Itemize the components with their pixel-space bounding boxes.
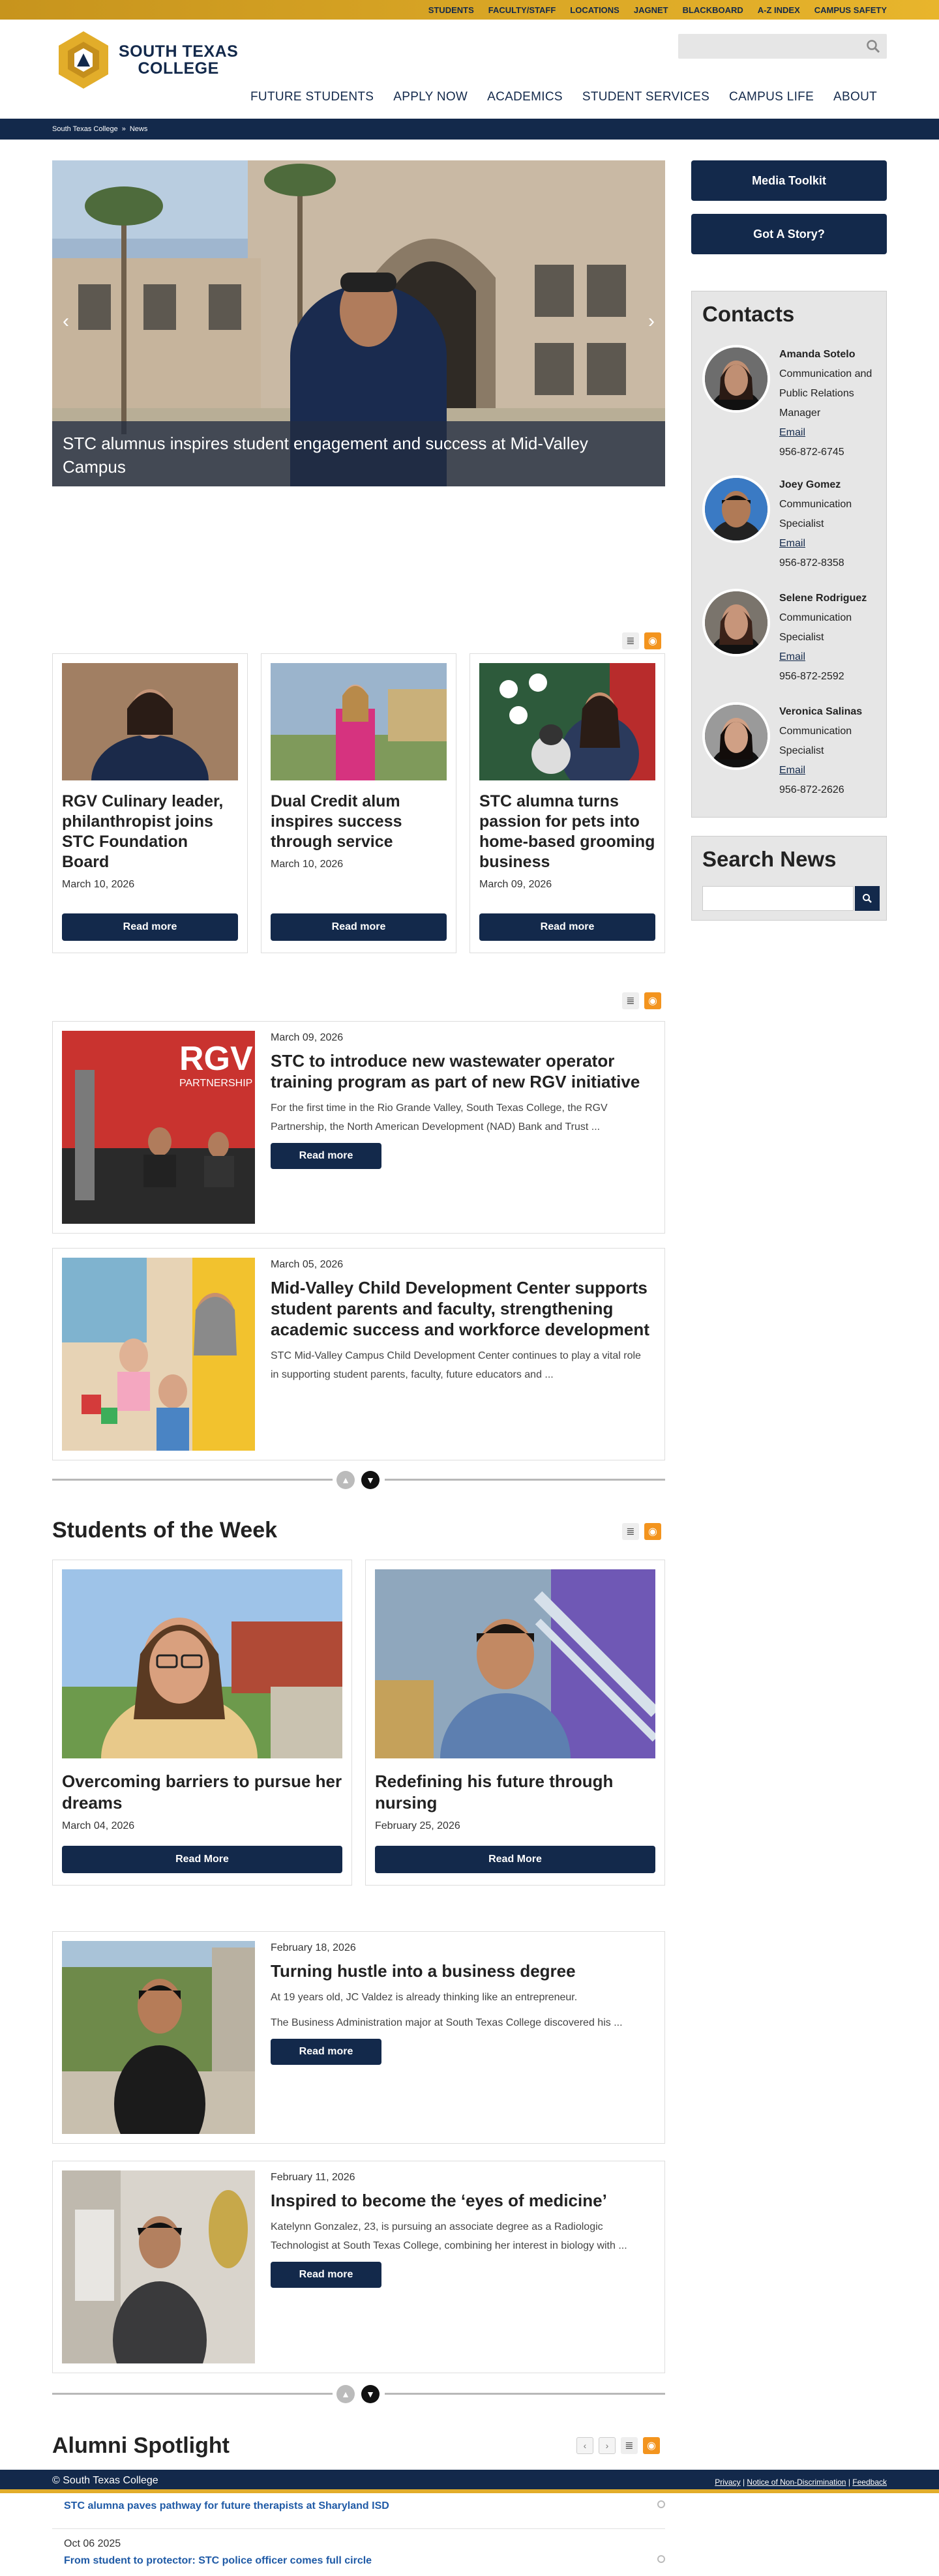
footer-link-privacy[interactable]: Privacy xyxy=(715,2478,741,2487)
avatar xyxy=(702,589,770,657)
student-story-text xyxy=(271,2172,651,2288)
contact-role: Communication Specialist xyxy=(779,612,852,643)
contact-name: Selene Rodriguez xyxy=(779,593,867,604)
nav-student-services[interactable]: STUDENT SERVICES xyxy=(582,90,710,104)
alumni-spotlight-title: Alumni Spotlight xyxy=(52,2433,230,2458)
contact-phone: 956-872-2626 xyxy=(779,784,844,795)
chevron-down-icon[interactable]: ▼ xyxy=(361,1471,380,1489)
search-icon xyxy=(862,893,872,904)
student-story-date: February 18, 2026 xyxy=(271,1942,356,1953)
contacts-panel xyxy=(691,291,887,818)
contact-info xyxy=(779,702,877,800)
news-item-summary: For the first time in the Rio Grande Valley, South Texas College, the RGV Partnership, the North American Development (NAD) Bank and Trust ... xyxy=(271,1103,608,1133)
student-story-image xyxy=(62,2170,255,2363)
student-story-summary: Katelynn Gonzalez, 23, is pursuing an associate degree as a Radiologic Technologist at South Texas College, combining her interest in biology with ... xyxy=(271,2221,627,2251)
utility-link-locations[interactable]: LOCATIONS xyxy=(570,5,619,15)
contact-name: Amanda Sotelo xyxy=(779,349,856,360)
alumni-item-date: Oct 06 2025 xyxy=(64,2538,121,2549)
student-card[interactable] xyxy=(365,1560,665,1886)
news-item-summary: STC Mid-Valley Campus Child Development Center continues to play a vital role in supporting student parents, faculty, future educators and ... xyxy=(271,1350,641,1380)
utility-link-a-z-index[interactable]: A-Z INDEX xyxy=(757,5,800,15)
featured-card-date: March 10, 2026 xyxy=(271,859,344,870)
news-item-text xyxy=(271,1032,651,1169)
got-a-story-button[interactable]: Got A Story? xyxy=(691,214,887,254)
footer-link-feedback[interactable]: Feedback xyxy=(852,2478,887,2487)
nav-apply-now[interactable]: APPLY NOW xyxy=(393,90,468,104)
featured-card-image xyxy=(271,663,447,780)
read-more-button[interactable]: Read More xyxy=(62,1846,342,1873)
student-story-summary: At 19 years old, JC Valdez is already thinking like an entrepreneur. xyxy=(271,1992,578,2003)
read-more-button[interactable]: Read more xyxy=(479,913,655,941)
chevron-up-icon[interactable]: ▲ xyxy=(336,1471,355,1489)
student-story-text xyxy=(271,1942,651,2065)
utility-bar xyxy=(0,0,939,20)
news-pager xyxy=(52,1470,665,1489)
list-view-icon[interactable]: ≣ xyxy=(622,632,639,649)
student-story-title[interactable]: Turning hustle into a business degree xyxy=(271,1961,576,1981)
contact-email-link[interactable]: Email xyxy=(779,765,806,776)
news-item-text xyxy=(271,1259,651,1384)
nav-academics[interactable]: ACADEMICS xyxy=(487,90,563,104)
site-footer xyxy=(0,2470,939,2493)
read-more-button[interactable]: Read more xyxy=(271,1143,381,1169)
alumni-item-title[interactable]: From student to protector: STC police officer comes full circle xyxy=(64,2555,372,2566)
rss-icon[interactable]: ◉ xyxy=(644,632,661,649)
nav-about[interactable]: ABOUT xyxy=(833,90,877,104)
news-item-title[interactable]: Mid-Valley Child Development Center supports student parents and faculty, strengthening academic success and workforce development xyxy=(271,1278,649,1339)
chevron-right-icon[interactable]: › xyxy=(599,2437,616,2454)
student-card-image xyxy=(375,1569,655,1758)
utility-link-faculty-staff[interactable]: FACULTY/STAFF xyxy=(488,5,556,15)
read-more-button[interactable]: Read More xyxy=(375,1846,655,1873)
utility-link-blackboard[interactable]: BLACKBOARD xyxy=(682,5,743,15)
rgv-partnership-sign: RGV xyxy=(179,1040,253,1078)
contact-info xyxy=(779,345,877,462)
alumni-item-title[interactable]: STC alumna paves pathway for future therapists at Sharyland ISD xyxy=(64,2500,389,2511)
list-view-icon[interactable]: ≣ xyxy=(622,1523,639,1540)
search-news-button[interactable] xyxy=(855,886,880,911)
breadcrumb-home[interactable]: South Texas College xyxy=(52,125,118,133)
breadcrumb-current: News xyxy=(129,125,148,133)
contact-phone: 956-872-6745 xyxy=(779,447,844,458)
news-item-date: March 09, 2026 xyxy=(271,1032,344,1043)
students-feed-controls xyxy=(622,1523,661,1540)
contact-email-link[interactable]: Email xyxy=(779,538,806,549)
rss-icon[interactable]: ◉ xyxy=(643,2437,660,2454)
students-week-title: Students of the Week xyxy=(52,1518,278,1543)
student-story-item[interactable] xyxy=(52,1931,665,2144)
stc-logo-mark-icon xyxy=(52,29,115,91)
bullet-icon xyxy=(657,2555,665,2563)
utility-link-jagnet[interactable]: JAGNET xyxy=(633,5,668,15)
rgv-partnership-sign-sub: PARTNERSHIP xyxy=(179,1078,253,1089)
featured-card-title[interactable]: RGV Culinary leader, philanthropist joins STC Foundation Board xyxy=(62,792,224,871)
contact-phone: 956-872-2592 xyxy=(779,671,844,682)
student-card-date: February 25, 2026 xyxy=(375,1820,460,1831)
featured-feed-controls xyxy=(622,632,661,649)
student-story-date: February 11, 2026 xyxy=(271,2172,355,2183)
avatar xyxy=(702,475,770,543)
contact-info xyxy=(779,475,877,573)
footer-copyright: © South Texas College xyxy=(52,2475,158,2486)
logo-line2: COLLEGE xyxy=(138,59,219,78)
student-story-summary-2: The Business Administration major at South Texas College discovered his ... xyxy=(271,2017,623,2028)
news-item[interactable] xyxy=(52,1248,665,1460)
utility-link-students[interactable]: STUDENTS xyxy=(428,5,474,15)
featured-card-title[interactable]: Dual Credit alum inspires success through service xyxy=(271,792,402,851)
media-toolkit-button[interactable]: Media Toolkit xyxy=(691,160,887,201)
hero-slider[interactable] xyxy=(52,160,665,486)
search-news-panel xyxy=(691,836,887,921)
rss-icon[interactable]: ◉ xyxy=(644,992,661,1009)
students-pager xyxy=(52,2384,665,2403)
site-header xyxy=(0,20,939,104)
contact-role: Communication and Public Relations Manager xyxy=(779,368,872,419)
student-card-title[interactable]: Overcoming barriers to pursue her dreams xyxy=(62,1771,342,1813)
footer-link-non-discrimination[interactable]: Notice of Non-Discrimination xyxy=(747,2478,846,2487)
alumni-controls xyxy=(576,2437,660,2454)
student-card-title[interactable]: Redefining his future through nursing xyxy=(375,1771,614,1813)
contact-info xyxy=(779,589,877,687)
chevron-left-icon[interactable]: ‹ xyxy=(576,2437,593,2454)
avatar xyxy=(702,345,770,413)
footer-gold-stripe xyxy=(0,2489,939,2493)
divider xyxy=(385,2393,665,2395)
news-item-title[interactable]: STC to introduce new wastewater operator training program as part of new RGV initiative xyxy=(271,1051,640,1091)
alumni-item[interactable] xyxy=(52,2528,665,2576)
read-more-button[interactable]: Read more xyxy=(271,913,447,941)
news-item-image xyxy=(62,1031,255,1224)
news-item[interactable] xyxy=(52,1021,665,1234)
student-story-item[interactable] xyxy=(52,2161,665,2373)
logo-line1: SOUTH TEXAS xyxy=(119,42,239,61)
read-more-button[interactable]: Read more xyxy=(271,2039,381,2065)
stc-logo-text xyxy=(119,43,238,77)
footer-separator: | xyxy=(742,2478,745,2487)
student-card-date: March 04, 2026 xyxy=(62,1820,135,1831)
student-story-image xyxy=(62,1941,255,2134)
featured-card-title[interactable]: STC alumna turns passion for pets into home-based grooming business xyxy=(479,792,655,871)
rss-icon[interactable]: ◉ xyxy=(644,1523,661,1540)
chevron-down-icon[interactable]: ▼ xyxy=(361,2385,380,2403)
hero-next-arrow-icon[interactable]: › xyxy=(648,310,655,332)
footer-links xyxy=(715,2478,887,2487)
list-view-icon[interactable]: ≣ xyxy=(622,992,639,1009)
avatar xyxy=(702,702,770,770)
contact-role: Communication Specialist xyxy=(779,726,852,756)
student-card-image xyxy=(62,1569,342,1758)
contacts-title: Contacts xyxy=(702,302,795,326)
contact-email-link[interactable]: Email xyxy=(779,651,806,662)
list-view-icon[interactable]: ≣ xyxy=(621,2437,638,2454)
nav-campus-life[interactable]: CAMPUS LIFE xyxy=(729,90,814,104)
breadcrumb xyxy=(0,119,939,140)
news-item-date: March 05, 2026 xyxy=(271,1259,344,1270)
featured-card-date: March 09, 2026 xyxy=(479,879,552,890)
hero-caption[interactable]: STC alumnus inspires student engagement and success at Mid-Valley Campus xyxy=(52,421,665,486)
student-story-title[interactable]: Inspired to become the ‘eyes of medicine’ xyxy=(271,2191,607,2210)
featured-card-image xyxy=(479,663,655,780)
divider xyxy=(385,1479,665,1481)
contact-email-link[interactable]: Email xyxy=(779,427,806,438)
news-item-image xyxy=(62,1258,255,1451)
search-news-title: Search News xyxy=(702,847,837,871)
read-more-button[interactable]: Read more xyxy=(271,2262,381,2288)
student-card[interactable] xyxy=(52,1560,352,1886)
bullet-icon xyxy=(657,2500,665,2508)
contact-name: Joey Gomez xyxy=(779,479,841,490)
divider xyxy=(52,2393,333,2395)
hero-prev-arrow-icon[interactable]: ‹ xyxy=(63,310,69,332)
search-icon[interactable] xyxy=(866,39,880,53)
featured-card[interactable] xyxy=(470,653,665,953)
chevron-up-icon[interactable]: ▲ xyxy=(336,2385,355,2403)
site-search-input[interactable] xyxy=(678,34,887,59)
featured-card[interactable] xyxy=(52,653,248,953)
featured-card-date: March 10, 2026 xyxy=(62,879,135,890)
featured-card-image xyxy=(62,663,238,780)
contact-phone: 956-872-8358 xyxy=(779,557,844,569)
news-feed-controls xyxy=(622,992,661,1009)
search-news-input[interactable] xyxy=(702,886,854,911)
stc-logo[interactable] xyxy=(52,29,238,91)
contact-role: Communication Specialist xyxy=(779,499,852,529)
read-more-button[interactable]: Read more xyxy=(62,913,238,941)
footer-separator: | xyxy=(848,2478,850,2487)
main-nav xyxy=(250,90,877,104)
contact-name: Veronica Salinas xyxy=(779,706,863,717)
utility-link-campus-safety[interactable]: CAMPUS SAFETY xyxy=(814,5,887,15)
nav-future-students[interactable]: FUTURE STUDENTS xyxy=(250,90,374,104)
divider xyxy=(52,1479,333,1481)
featured-card[interactable] xyxy=(261,653,456,953)
breadcrumb-separator: » xyxy=(121,125,126,133)
